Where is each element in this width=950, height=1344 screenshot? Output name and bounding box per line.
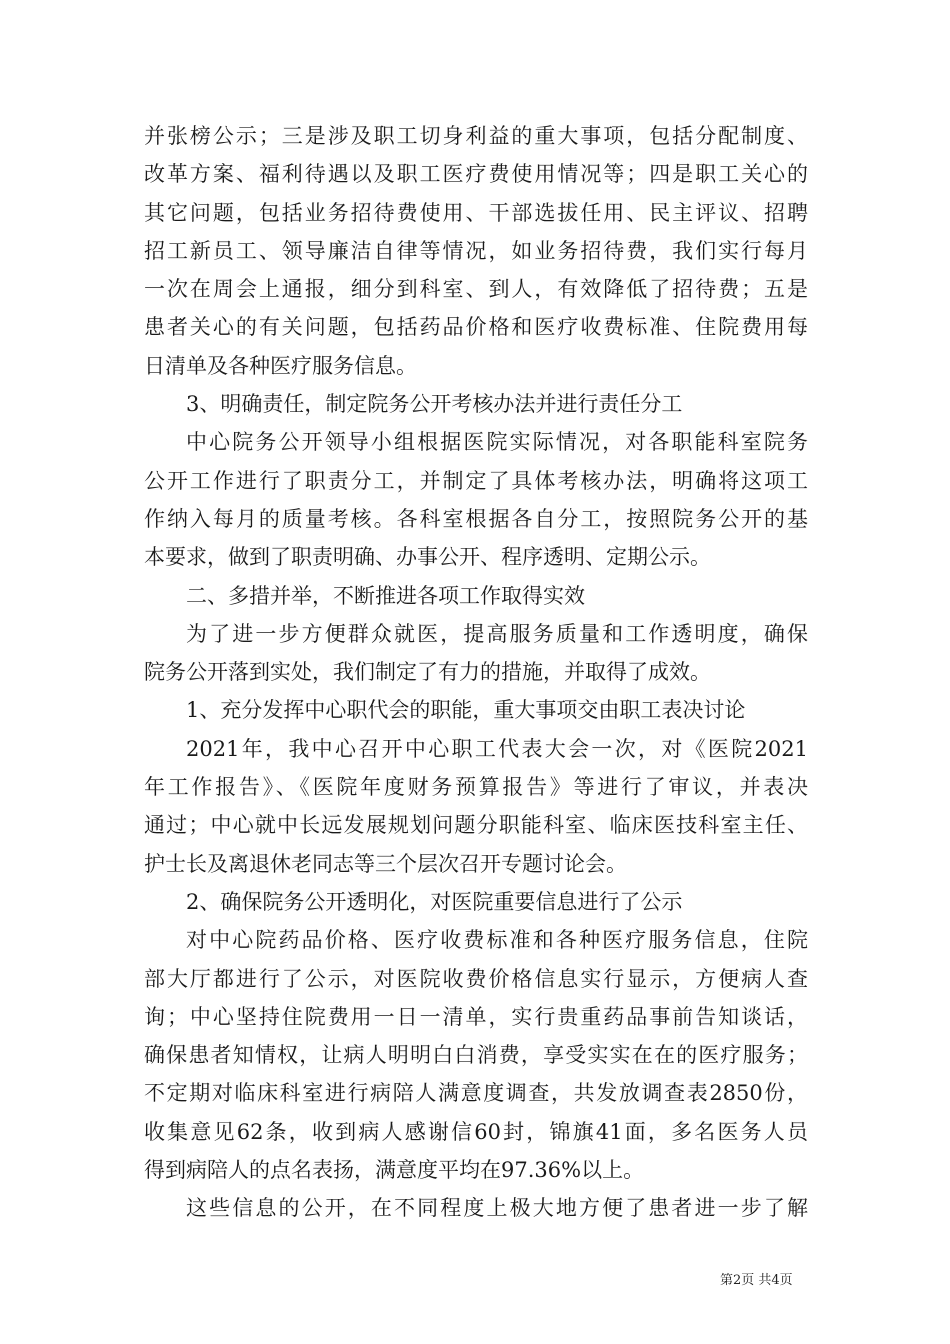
text-line: 二、多措并举，不断推进各项工作取得实效: [186, 583, 585, 608]
text-line: 收集意见62条，收到病人感谢信60封，锦旗41面，多名医务人员: [144, 1119, 808, 1144]
text-line: 并张榜公示；三是涉及职工切身利益的重大事项，包括分配制度、: [144, 124, 808, 148]
text-line: 2021年，我中心召开中心职工代表大会一次，对《医院2021: [186, 736, 808, 761]
text-line: 中心院务公开领导小组根据医院实际情况，对各职能科室院务: [186, 430, 808, 455]
text-line: 作纳入每月的质量考核。各科室根据各自分工，按照院务公开的基: [144, 506, 808, 531]
text-line: 确保患者知情权，让病人明明白白消费，享受实实在在的医疗服务；: [144, 1043, 808, 1068]
text-line: 为了进一步方便群众就医，提高服务质量和工作透明度，确保: [186, 621, 808, 646]
page-number-footer: 第2页 共4页: [720, 1273, 793, 1288]
text-line: 招工新员工、领导廉洁自律等情况，如业务招待费，我们实行每月: [144, 238, 808, 263]
text-line: 院务公开落到实处，我们制定了有力的措施，并取得了成效。: [144, 660, 711, 685]
text-line: 公开工作进行了职责分工，并制定了具体考核办法，明确将这项工: [144, 468, 808, 493]
text-line: 询；中心坚持住院费用一日一清单，实行贵重药品事前告知谈话，: [144, 1004, 808, 1029]
text-line: 不定期对临床科室进行病陪人满意度调查，共发放调查表2850份，: [144, 1081, 808, 1106]
text-line: 改革方案、福利待遇以及职工医疗费使用情况等；四是职工关心的: [144, 162, 808, 187]
text-line: 一次在周会上通报，细分到科室、到人，有效降低了招待费；五是: [144, 277, 808, 302]
text-line: 3、明确责任，制定院务公开考核办法并进行责任分工: [186, 392, 683, 417]
text-line: 对中心院药品价格、医疗收费标准和各种医疗服务信息，住院: [186, 928, 808, 953]
text-line: 年工作报告》、《医院年度财务预算报告》等进行了审议，并表决: [144, 775, 808, 800]
text-line: 日清单及各种医疗服务信息。: [144, 353, 417, 378]
text-line: 部大厅都进行了公示，对医院收费价格信息实行显示，方便病人查: [144, 966, 808, 991]
document-body: [144, 117, 808, 1228]
text-line: 本要求，做到了职责明确、办事公开、程序透明、定期公示。: [144, 545, 711, 570]
text-line: 2、确保院务公开透明化，对医院重要信息进行了公示: [186, 889, 683, 914]
text-line: 得到病陪人的点名表扬，满意度平均在97.36%以上。: [144, 1158, 645, 1183]
text-line: 患者关心的有关问题，包括药品价格和医疗收费标准、住院费用每: [144, 315, 808, 340]
text-line: 通过；中心就中长远发展规划问题分职能科室、临床医技科室主任、: [144, 813, 808, 838]
text-line: 1、充分发挥中心职代会的职能，重大事项交由职工表决讨论: [186, 698, 746, 723]
text-line: 其它问题，包括业务招待费使用、干部选拔任用、民主评议、招聘: [144, 200, 808, 225]
text-line: 护士长及离退休老同志等三个层次召开专题讨论会。: [144, 851, 627, 876]
text-line: 这些信息的公开，在不同程度上极大地方便了患者进一步了解: [186, 1196, 808, 1221]
